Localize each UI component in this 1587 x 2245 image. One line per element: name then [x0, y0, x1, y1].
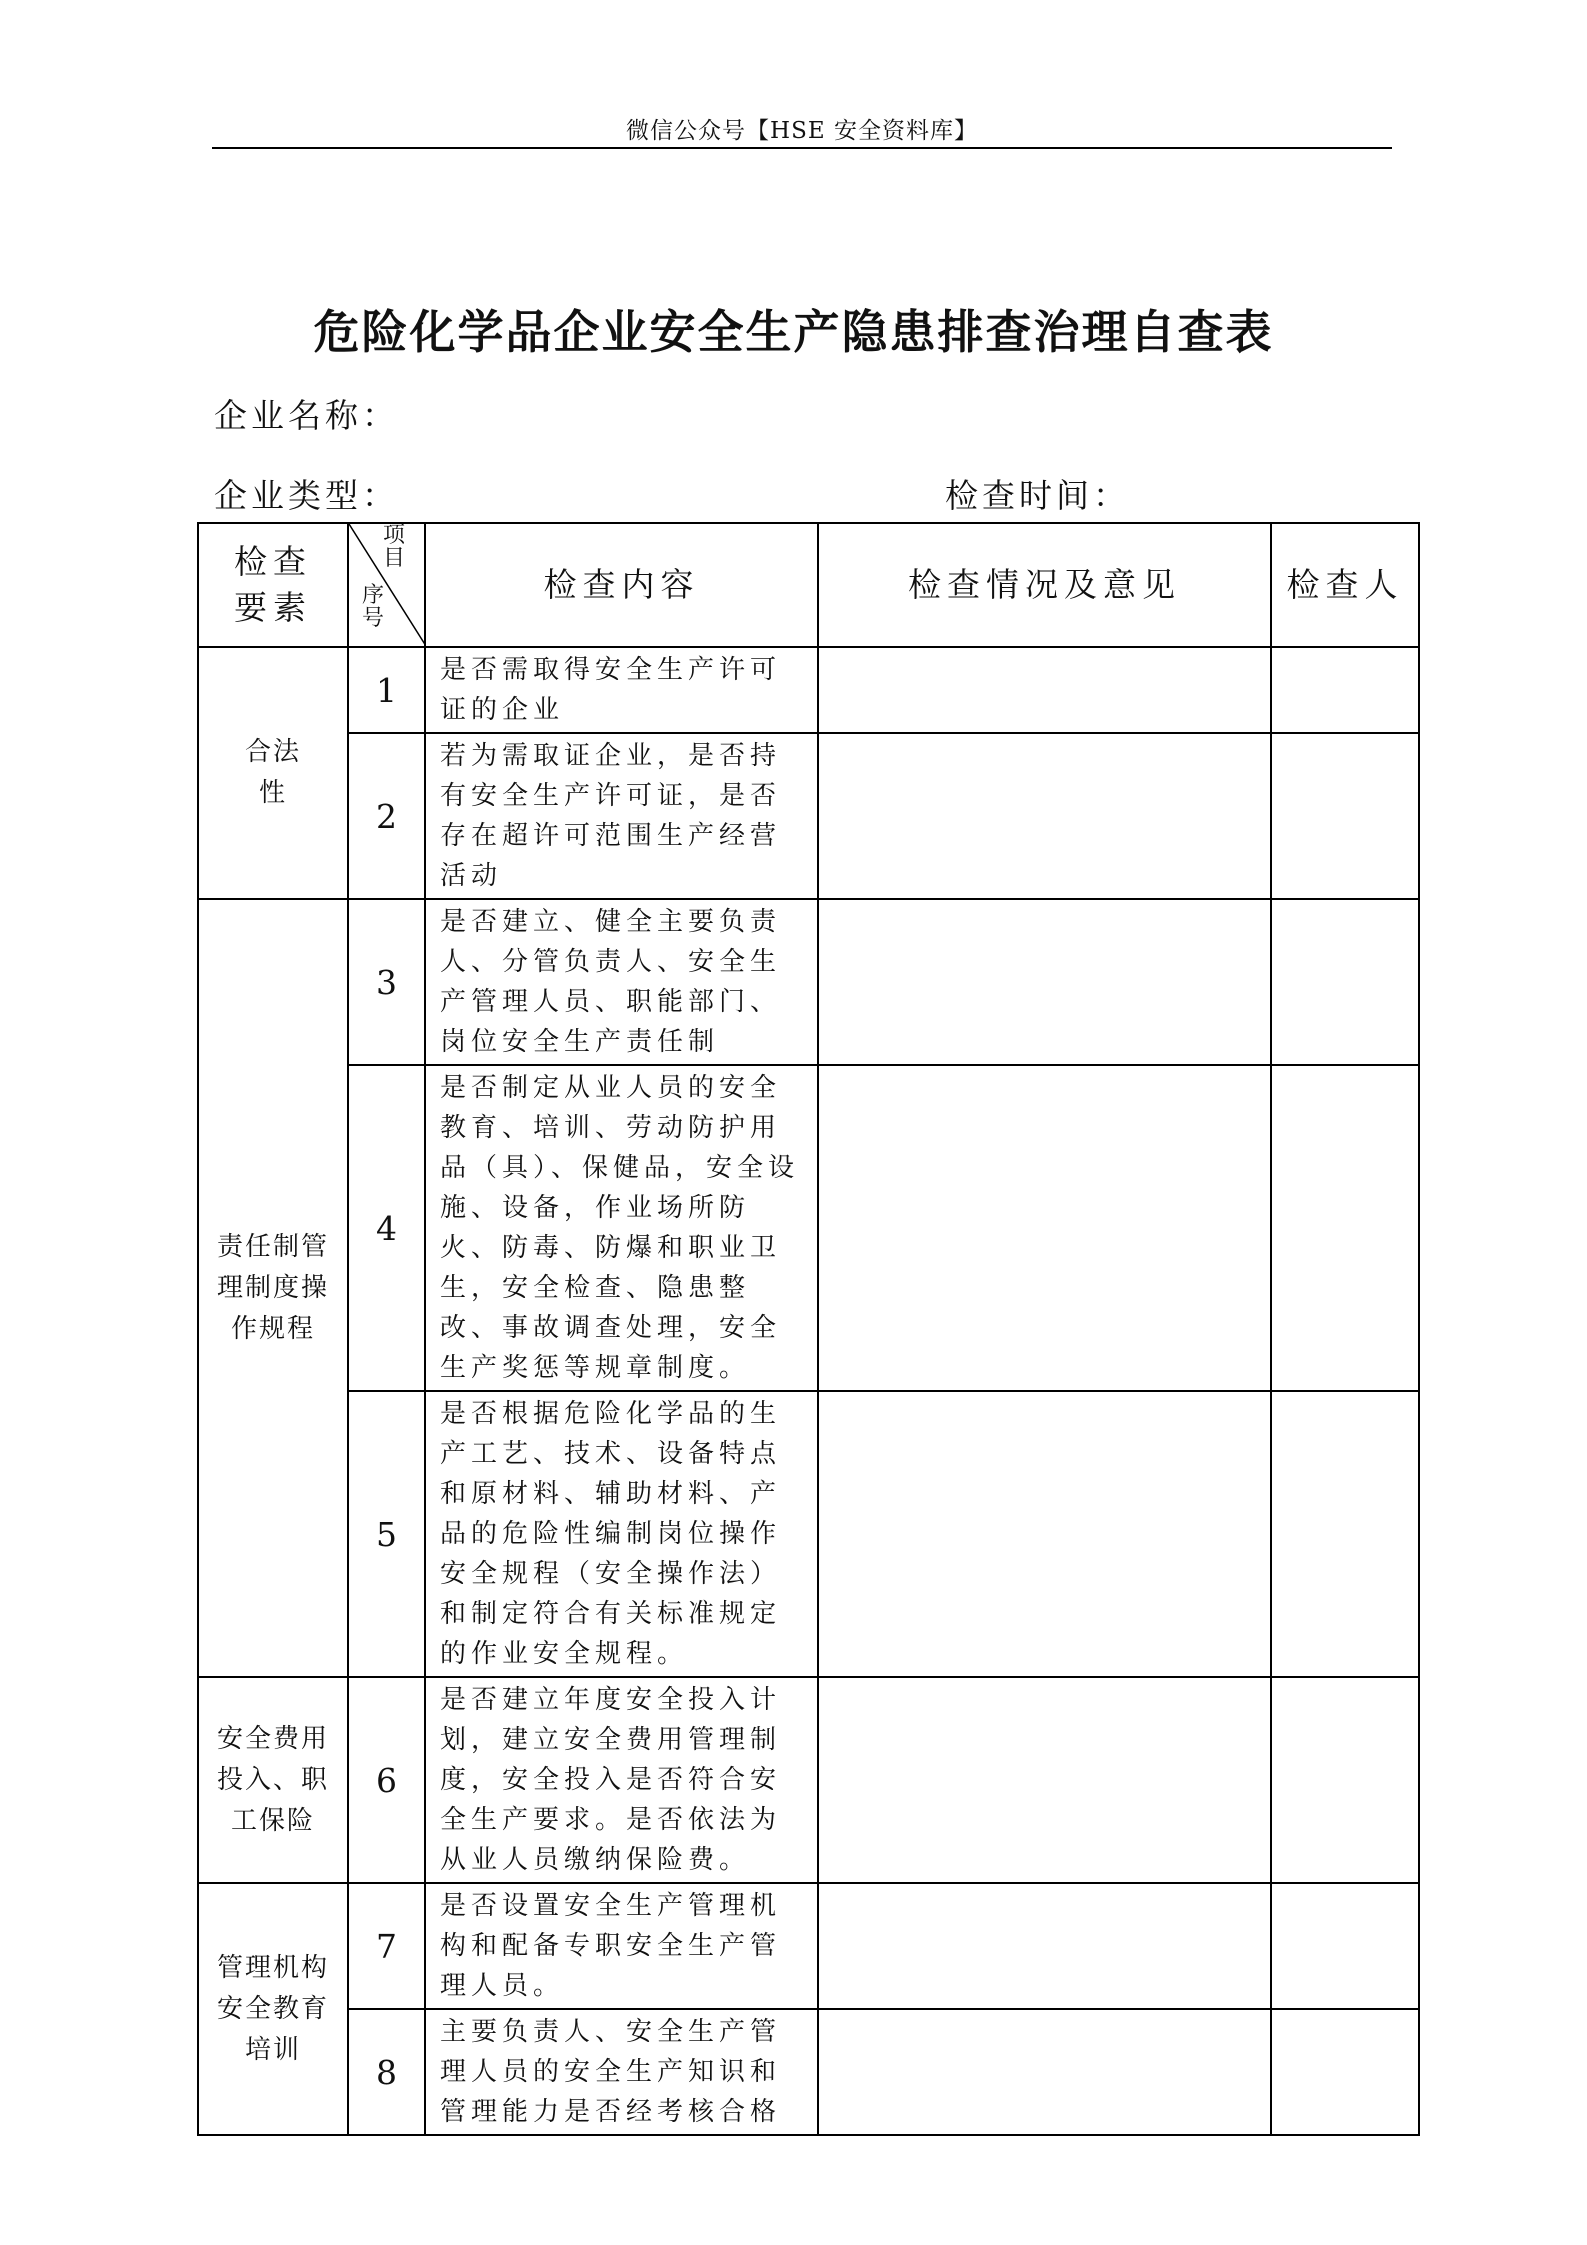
status-cell[interactable]	[818, 899, 1271, 1065]
inspector-cell[interactable]	[1271, 1391, 1419, 1677]
inspector-cell[interactable]	[1271, 1883, 1419, 2009]
inspection-time-label: 检查时间：	[945, 476, 1130, 515]
check-content: 是否建立年度安全投入计划，建立安全费用管理制度，安全投入是否符合安全生产要求。是否依法为从业人员缴纳保险费。	[425, 1677, 818, 1883]
table-row	[198, 733, 1419, 899]
table-row	[198, 647, 1419, 733]
check-content: 主要负责人、安全生产管理人员的安全生产知识和管理能力是否经考核合格	[425, 2009, 818, 2135]
row-number: 8	[348, 2009, 425, 2135]
header-status: 检查情况及意见	[818, 523, 1271, 647]
header-inspector: 检查人	[1271, 523, 1419, 647]
page-header: 微信公众号【HSE 安全资料库】	[626, 118, 978, 144]
check-content: 是否根据危险化学品的生产工艺、技术、设备特点和原材料、辅助材料、产品的危险性编制岗位操作安全规程（安全操作法）和制定符合有关标准规定的作业安全规程。	[425, 1391, 818, 1677]
check-content: 是否设置安全生产管理机构和配备专职安全生产管理人员。	[425, 1883, 818, 2009]
check-content: 是否需取得安全生产许可证的企业	[425, 647, 818, 733]
row-number: 4	[348, 1065, 425, 1391]
header-content: 检查内容	[425, 523, 818, 647]
company-name-label: 企业名称：	[214, 396, 399, 435]
header-rule	[212, 147, 1392, 149]
document-title: 危险化学品企业安全生产隐患排查治理自查表	[313, 305, 1274, 359]
check-content: 是否建立、健全主要负责人、分管负责人、安全生产管理人员、职能部门、岗位安全生产责任制	[425, 899, 818, 1065]
table-row	[198, 1065, 1419, 1391]
header-element	[198, 523, 348, 647]
status-cell[interactable]	[818, 733, 1271, 899]
status-cell[interactable]	[818, 1883, 1271, 2009]
header-item-bottom: 序号	[361, 583, 384, 631]
header-element-text: 检查要素	[234, 541, 312, 627]
category-label: 安全费用投入、职工保险	[217, 1723, 330, 1836]
category-cell	[198, 1883, 348, 2135]
inspection-table	[197, 522, 1420, 2136]
header-item-top: 项目	[382, 523, 405, 571]
inspector-cell[interactable]	[1271, 1677, 1419, 1883]
table-row	[198, 1883, 1419, 2009]
inspector-cell[interactable]	[1271, 733, 1419, 899]
check-content: 若为需取证企业，是否持有安全生产许可证，是否存在超许可范围生产经营活动	[425, 733, 818, 899]
row-number: 5	[348, 1391, 425, 1677]
company-type-label: 企业类型：	[214, 476, 399, 515]
table-row	[198, 2009, 1419, 2135]
row-number: 1	[348, 647, 425, 733]
inspector-cell[interactable]	[1271, 899, 1419, 1065]
category-label: 责任制管理制度操作规程	[217, 1231, 330, 1344]
table-header-row	[198, 523, 1419, 647]
category-cell	[198, 899, 348, 1677]
category-label: 合法性	[244, 737, 301, 808]
table-row	[198, 1677, 1419, 1883]
inspector-cell[interactable]	[1271, 2009, 1419, 2135]
category-cell	[198, 1677, 348, 1883]
category-label: 管理机构安全教育培训	[217, 1952, 330, 2065]
table-row	[198, 1391, 1419, 1677]
check-content: 是否制定从业人员的安全教育、培训、劳动防护用品（具）、保健品，安全设施、设备，作业场所防火、防毒、防爆和职业卫生，安全检查、隐患整改、事故调查处理，安全生产奖惩等规章制度。	[425, 1065, 818, 1391]
table-row	[198, 899, 1419, 1065]
row-number: 3	[348, 899, 425, 1065]
category-cell	[198, 647, 348, 899]
status-cell[interactable]	[818, 2009, 1271, 2135]
status-cell[interactable]	[818, 647, 1271, 733]
status-cell[interactable]	[818, 1677, 1271, 1883]
inspector-cell[interactable]	[1271, 1065, 1419, 1391]
row-number: 2	[348, 733, 425, 899]
header-item-number	[348, 523, 425, 647]
row-number: 7	[348, 1883, 425, 2009]
status-cell[interactable]	[818, 1065, 1271, 1391]
row-number: 6	[348, 1677, 425, 1883]
status-cell[interactable]	[818, 1391, 1271, 1677]
inspector-cell[interactable]	[1271, 647, 1419, 733]
